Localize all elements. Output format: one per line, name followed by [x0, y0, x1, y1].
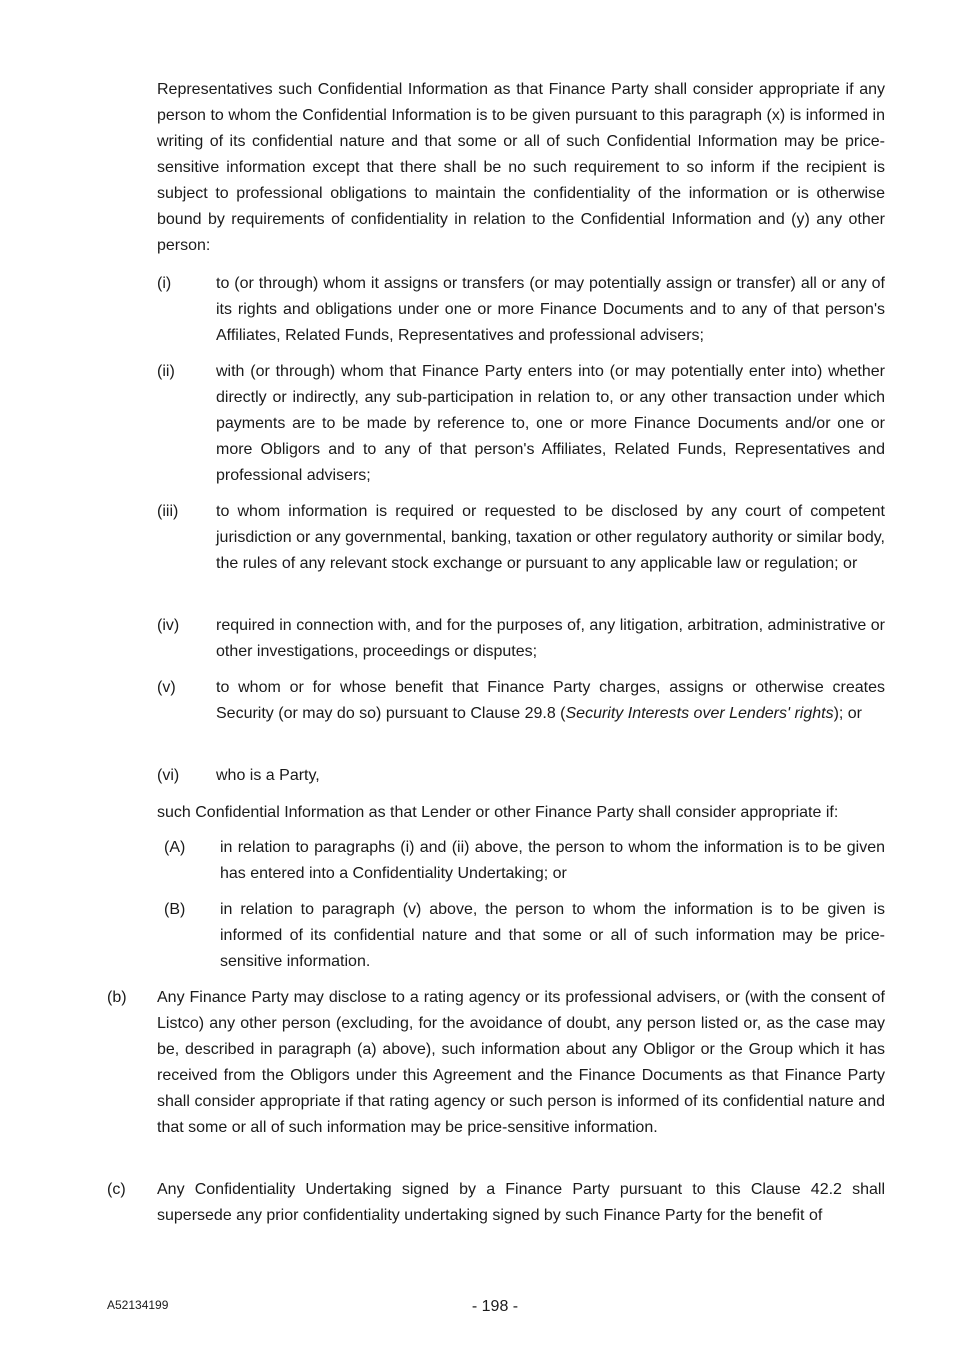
item-iii-label: (iii)	[157, 503, 179, 520]
item-v-text	[216, 675, 885, 727]
item-B-label: (B)	[164, 901, 186, 918]
para-b-text: Any Finance Party may disclose to a rating agency or its professional advisers, or (with the consent of Listco) any other person (excluding, for the avoidance of doubt, any person listed or, as the case may be, described in paragraph (a) above), such information about any Obligor or the Group which it has received from the Obligors under this Agreement and the Finance Documents as that Finance Party shall consider appropriate if that rating agency or such person is informed of its confidential nature and that some or all of such information may be price-sensitive information.	[157, 989, 885, 1136]
item-iv-label: (iv)	[157, 617, 180, 634]
para-c-text: Any Confidentiality Undertaking signed by a Finance Party pursuant to this Clause 42.2 shall supersede any prior confidentiality undertaking signed by such Finance Party for the benefit of	[157, 1181, 885, 1224]
item-iii-text: to whom information is required or requested to be disclosed by any court of competent jurisdiction or any governmental, banking, taxation or other regulatory authority or similar body, the rules of any relevant stock exchange or pursuant to any applicable law or regulation; or	[216, 503, 885, 572]
item-A-text: in relation to paragraphs (i) and (ii) above, the person to whom the information is to be given has entered into a Confidentiality Undertaking; or	[220, 839, 885, 882]
intro-paragraph: Representatives such Confidential Information as that Finance Party shall consider appropriate if any person to whom the Confidential Information is to be given pursuant to this paragraph (x) is informed in writing of its confidential nature and that some or all of such Confidential Information may be price-sensitive information except that there shall be no such requirement to so inform if the recipient is subject to professional obligations to maintain the confidentiality of the information or is otherwise bound by requirements of confidentiality in relation to the Confidential Information and (y) any other person:	[157, 81, 885, 254]
such-line: such Confidential Information as that Lender or other Finance Party shall consider appropriate if:	[157, 804, 839, 821]
item-v-text-italic: Security Interests over Lenders' rights	[565, 705, 834, 722]
item-v-text-before: to whom or for whose benefit that Finance Party charges, assigns or otherwise creates Security (or may do so) pursuant to Clause 29.8 (	[216, 679, 885, 722]
item-vi-label: (vi)	[157, 767, 180, 784]
item-i-text: to (or through) whom it assigns or transfers (or may potentially assign or transfer) all or any of its rights and obligations under one or more Finance Documents and to any of that person's Affiliates, Related Funds, Representatives and professional advisers;	[216, 275, 885, 344]
document-reference: A52134199	[107, 1298, 169, 1312]
item-ii-text: with (or through) whom that Finance Party enters into (or may potentially enter into) whether directly or indirectly, any sub-participation in relation to, or any other transaction under which payments are to be made by reference to, one or more Finance Documents and/or one or more Obligors and to any of that person's Affiliates, Related Funds, Representatives and professional advisers;	[216, 363, 885, 484]
para-b-label: (b)	[107, 989, 127, 1006]
item-iv-text: required in connection with, and for the purposes of, any litigation, arbitration, administrative or other investigations, proceedings or disputes;	[216, 617, 885, 660]
item-vi-text: who is a Party,	[216, 767, 320, 784]
item-A-label: (A)	[164, 839, 186, 856]
item-B-text: in relation to paragraph (v) above, the person to whom the information is to be given is informed of its confidential nature and that some or all of such information may be price-sensitive information.	[220, 901, 885, 970]
para-c-label: (c)	[107, 1181, 126, 1198]
item-i-label: (i)	[157, 275, 172, 292]
item-v-text-after: ); or	[833, 705, 863, 722]
item-ii-label: (ii)	[157, 363, 175, 380]
page-number: - 198 -	[471, 1298, 519, 1315]
item-v-label: (v)	[157, 679, 176, 696]
